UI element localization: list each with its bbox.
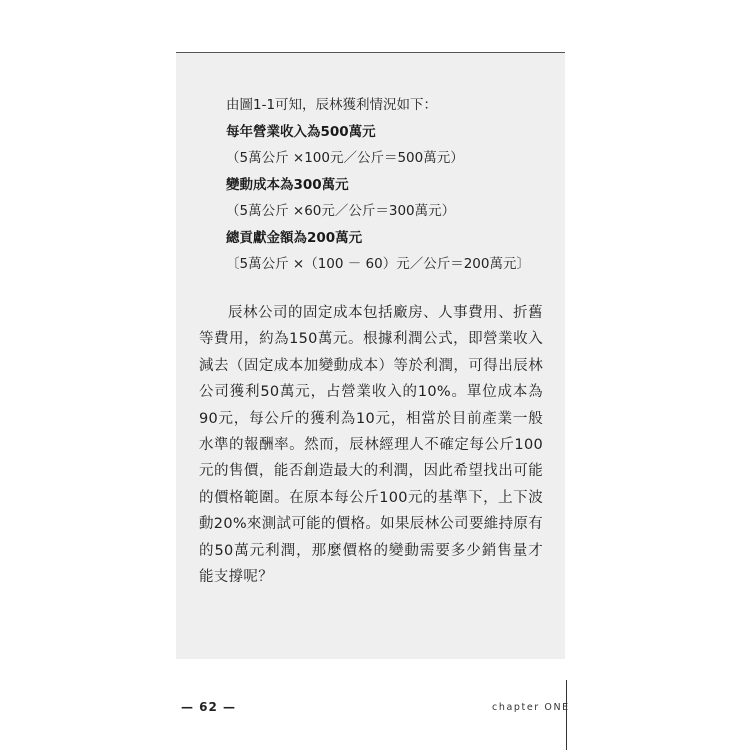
contribution-heading: 總貢獻金額為200萬元 bbox=[226, 229, 363, 246]
revenue-heading: 每年營業收入為500萬元 bbox=[226, 123, 376, 140]
body-paragraph: 辰林公司的固定成本包括廠房、人事費用、折舊等費用，約為150萬元。根據利潤公式，即營業收入減去（固定成本加變動成本）等於利潤，可得出辰林公司獲利50萬元，占營業收入的10%。單位成本為90元，每公斤的獲利為10元，相當於目前產業一般水準的報酬率。然而，辰林經理人不確定每公斤100元的售價，能否創造最大的利潤，因此希望找出可能的價格範圍。在原本每公斤100元的基準下，上下波動20%來測試可能的價格。如果辰林公司要維持原有的50萬元利潤，那麼價格的變動需要多少銷售量才能支撐呢？ bbox=[199, 305, 543, 586]
footer-vertical-bar bbox=[566, 680, 567, 750]
variable-cost-heading: 變動成本為300萬元 bbox=[226, 176, 349, 193]
calculation-intro: 由圖1-1可知，辰林獲利情況如下： bbox=[226, 97, 438, 113]
contribution-formula: 〔5萬公斤 ×（100 － 60）元／公斤＝200萬元〕 bbox=[226, 256, 530, 272]
revenue-formula: （5萬公斤 ×100元／公斤＝500萬元） bbox=[226, 150, 464, 166]
profit-calculation bbox=[226, 92, 566, 278]
chapter-label: chapter ONE bbox=[492, 702, 570, 713]
page-number: — 62 — bbox=[181, 700, 237, 714]
variable-cost-formula: （5萬公斤 ×60元／公斤＝300萬元） bbox=[226, 203, 456, 219]
